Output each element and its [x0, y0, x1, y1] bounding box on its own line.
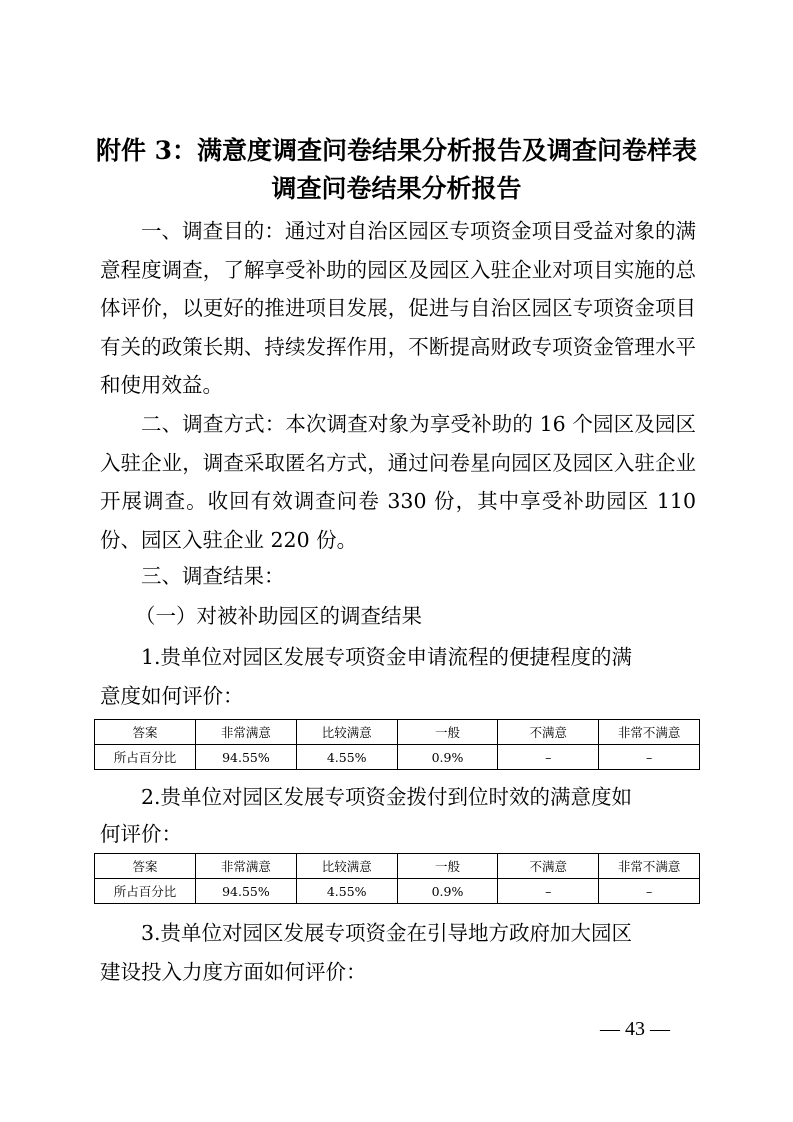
table-cell: 4.55%	[296, 879, 397, 904]
table-header-cell: 非常满意	[196, 720, 297, 745]
table-header-row	[95, 854, 700, 879]
table-cell: 94.55%	[196, 745, 297, 770]
table-cell: 0.9%	[397, 745, 498, 770]
question-3-line-2: 建设投入力度方面如何评价：	[100, 960, 367, 984]
table-cell: –	[498, 879, 599, 904]
survey-purpose-paragraph: 一、调查目的：通过对自治区园区专项资金项目受益对象的满意程度调查，了解享受补助的园区及园区入驻企业对项目实施的总体评价，以更好的推进项目发展，促进与自治区园区专项资金项目有关的政策长期、持续发挥作用，不断提高财政专项资金管理水平和使用效益。	[100, 219, 696, 397]
table-cell: 0.9%	[397, 879, 498, 904]
document-subtitle: 调查问卷结果分析报告	[271, 174, 522, 203]
survey-method-paragraph: 二、调查方式：本次调查对象为享受补助的 16 个园区及园区入驻企业，调查采取匿名方式，通过问卷星向园区及园区入驻企业开展调查。收回有效调查问卷 330 份，其中享受补助园区 110 份、园区入驻企业 220 份。	[100, 412, 696, 552]
table-cell: 所占百分比	[95, 879, 196, 904]
table-header-row	[95, 720, 700, 745]
question-3-line-1: 3.贵单位对园区发展专项资金在引导地方政府加大园区	[141, 921, 633, 945]
table-row	[95, 879, 700, 904]
question-2-line-2: 何评价：	[100, 822, 182, 846]
question-2-result-table	[94, 853, 700, 904]
table-row	[95, 745, 700, 770]
table-cell: 所占百分比	[95, 745, 196, 770]
table-header-cell: 答案	[95, 854, 196, 879]
table-header-cell: 比较满意	[296, 720, 397, 745]
table-header-cell: 一般	[397, 854, 498, 879]
results-heading: 三、调查结果：	[141, 564, 285, 588]
question-1-result-table	[94, 719, 700, 770]
table-cell: 94.55%	[196, 879, 297, 904]
page-number: — 43 —	[600, 1018, 670, 1040]
table-header-cell: 不满意	[498, 720, 599, 745]
table-cell: –	[498, 745, 599, 770]
table-header-cell: 非常满意	[196, 854, 297, 879]
table-header-cell: 比较满意	[296, 854, 397, 879]
table-cell: –	[599, 745, 700, 770]
table-header-cell: 一般	[397, 720, 498, 745]
question-2-line-1: 2.贵单位对园区发展专项资金拨付到位时效的满意度如	[141, 785, 633, 809]
sub-heading: （一）对被补助园区的调查结果	[135, 604, 422, 628]
table-header-cell: 非常不满意	[599, 720, 700, 745]
table-cell: 4.55%	[296, 745, 397, 770]
table-cell: –	[599, 879, 700, 904]
table-header-cell: 非常不满意	[599, 854, 700, 879]
document-title: 附件 3：满意度调查问卷结果分析报告及调查问卷样表	[95, 136, 698, 165]
table-header-cell: 答案	[95, 720, 196, 745]
question-1-line-2: 意度如何评价：	[100, 684, 244, 708]
question-1-line-1: 1.贵单位对园区发展专项资金申请流程的便捷程度的满	[141, 645, 633, 669]
table-header-cell: 不满意	[498, 854, 599, 879]
